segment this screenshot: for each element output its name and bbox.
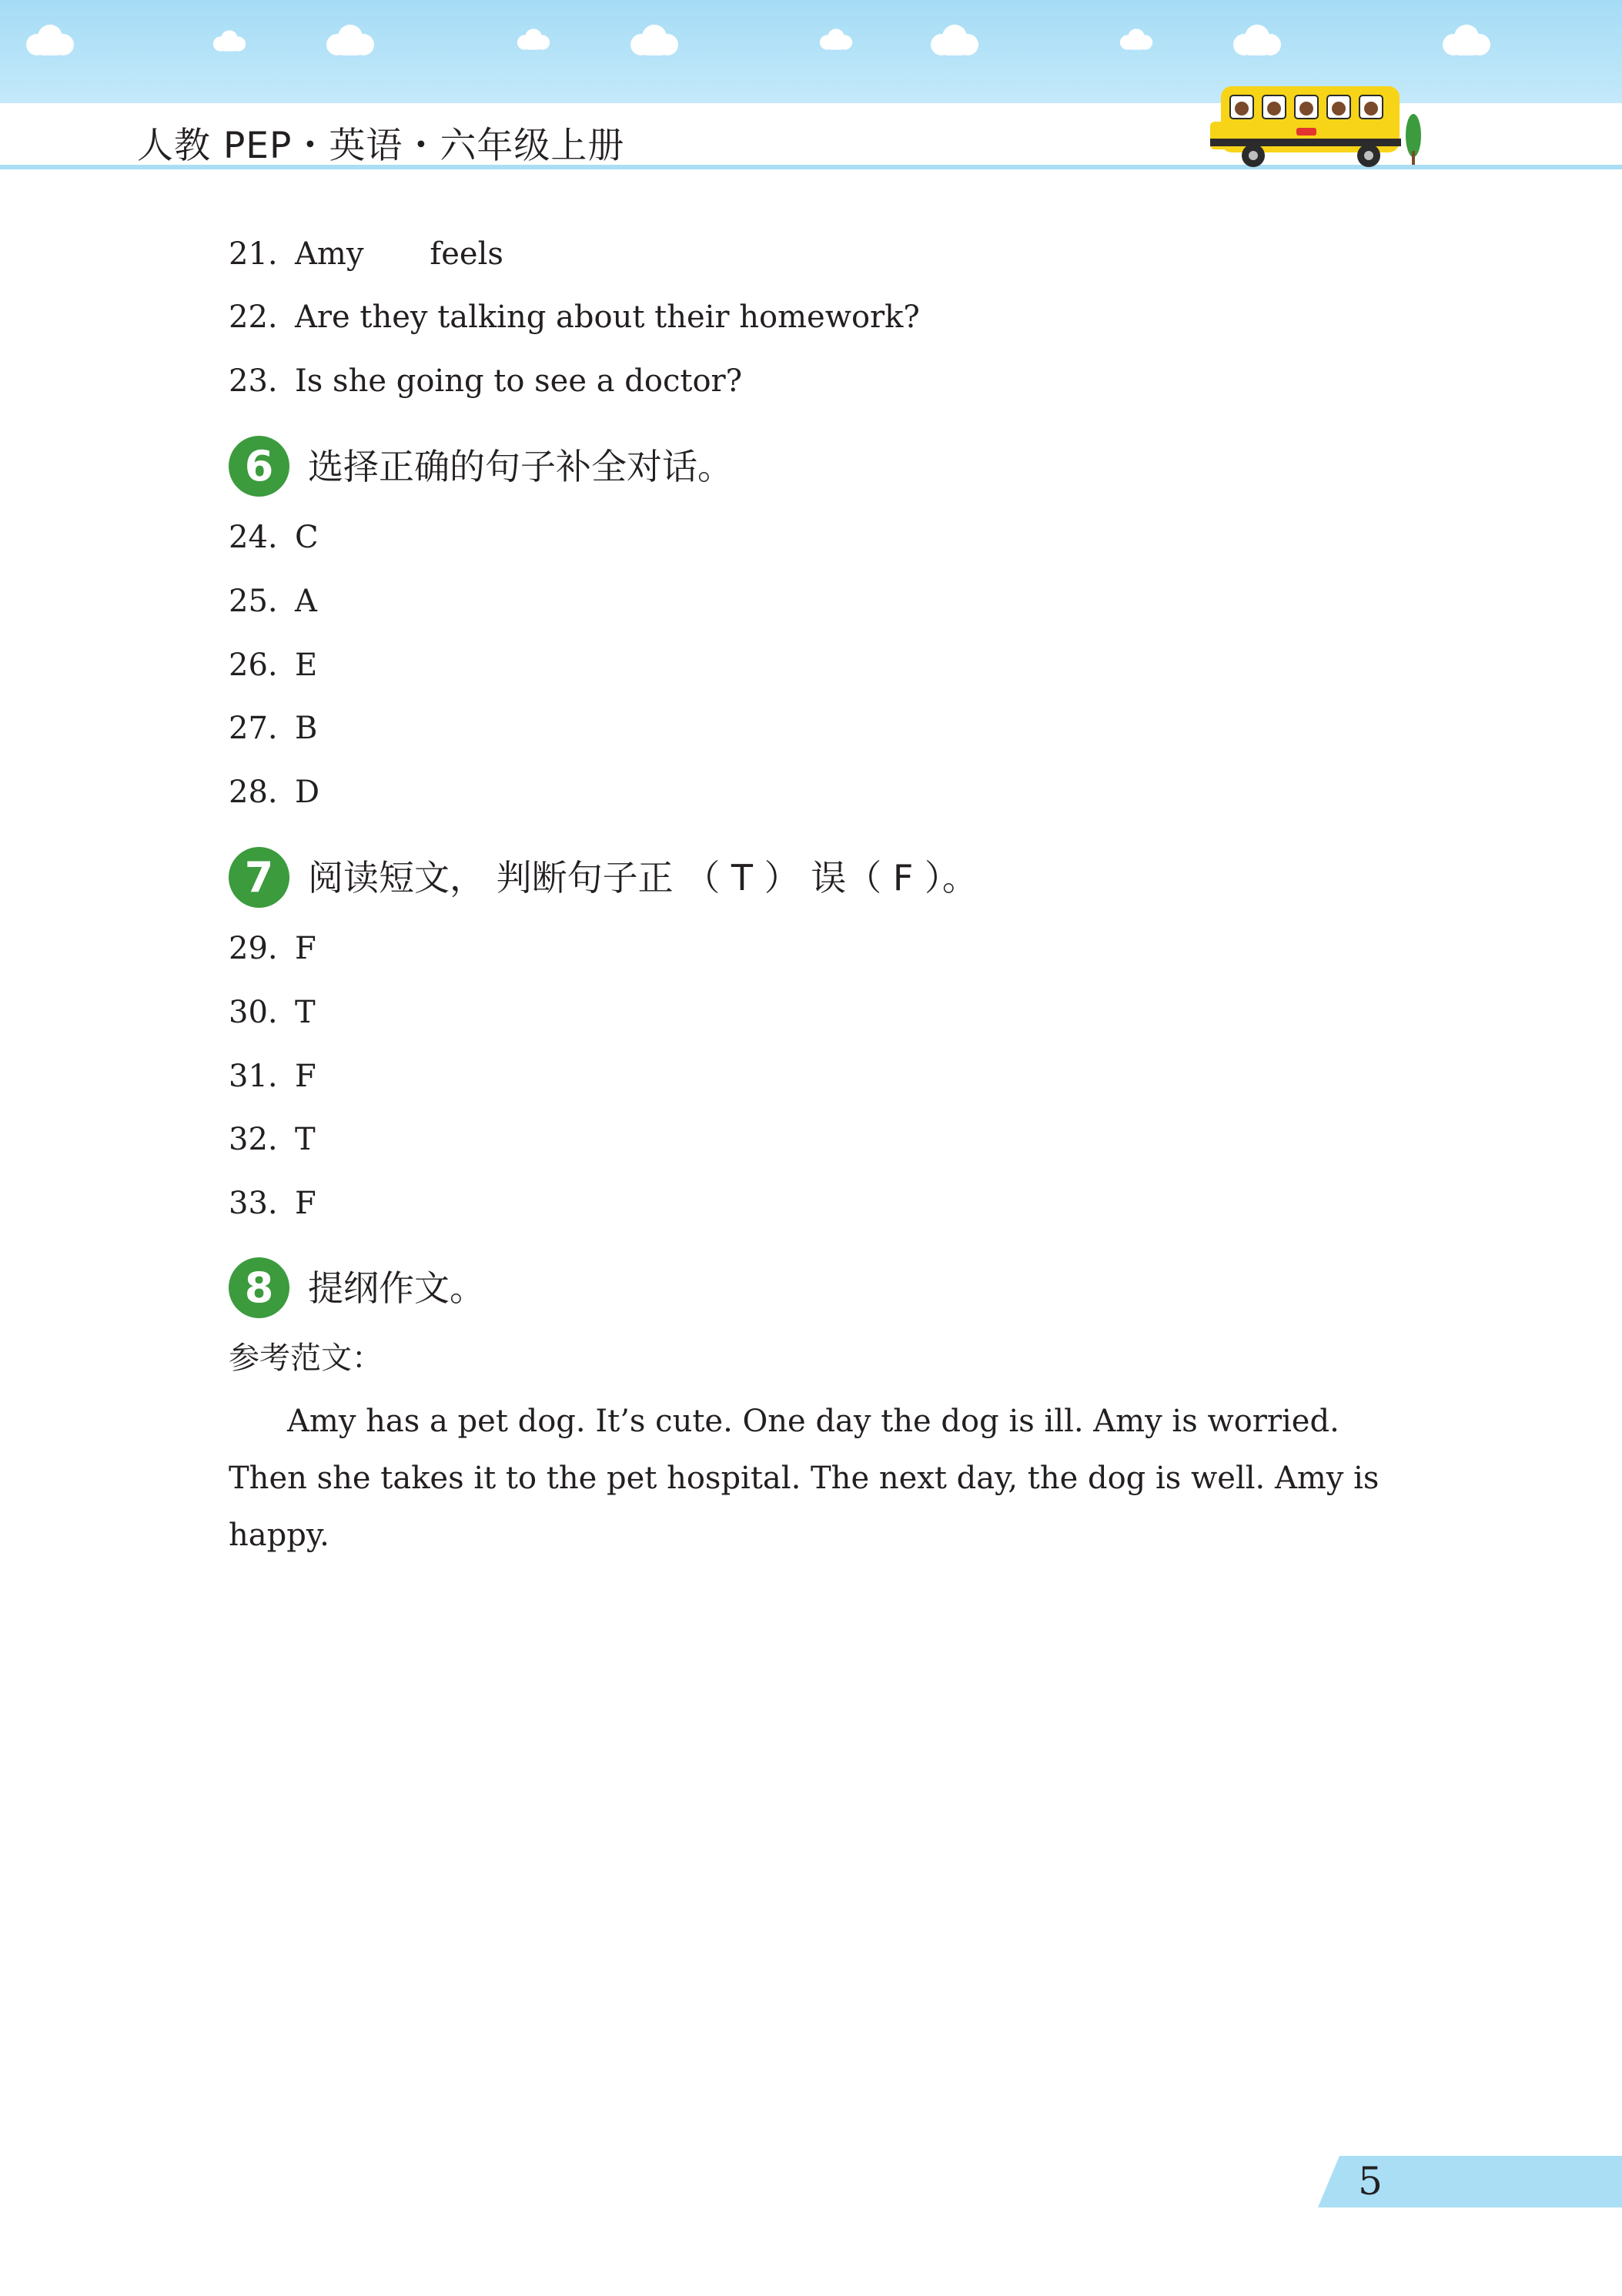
item-number: 29. [229,931,278,966]
cloud-icon [1440,23,1493,57]
answer-text: F [295,931,316,966]
answer-row [229,1056,316,1096]
section-badge: 6 [229,436,289,497]
answer-row [229,929,316,969]
cloud-icon [208,29,251,52]
answer-text: F [295,1059,316,1094]
sample-essay [229,1393,1399,1564]
answer-row [229,581,317,621]
item-number: 30. [229,995,278,1030]
item-number: 24. [229,520,278,555]
item-number: 25. [229,584,278,619]
item-number: 21. [229,236,278,272]
cloud-icon [323,23,377,57]
sample-essay-label: 参考范文： [229,1340,383,1376]
section-title: 选择正确的句子补全对话。 [308,446,733,487]
cloud-icon [512,28,555,51]
book-title: 人教 PEP・英语・六年级上册 [137,125,625,167]
answer-row [229,1183,316,1223]
answer-text: Amy [295,236,364,272]
item-number: 33. [229,1186,278,1221]
answer-text: feels [430,236,503,272]
item-number: 28. [229,775,278,810]
answer-text: D [295,775,320,810]
school-bus-icon [1207,80,1430,172]
cloud-icon [23,23,77,57]
answer-text: Is she going to see a doctor? [295,363,743,399]
answer-row [229,517,319,557]
answer-text: F [295,1186,316,1221]
cloud-icon [1230,23,1284,57]
sample-essay-text: Amy has a pet dog. It’s cute. One day the dog is ill. Amy is worried. Then she takes it to the pet hospital. The next day, the dog is well. Amy is happy. [229,1404,1380,1553]
answer-row [229,708,317,748]
answer-row [229,992,316,1033]
answer-row-22 [229,297,920,337]
cloud-icon [928,23,982,57]
section-badge: 8 [229,1257,289,1318]
answer-text: C [295,520,319,555]
cloud-icon [814,28,858,51]
item-number: 31. [229,1059,278,1094]
answer-text: B [295,711,318,746]
answer-text: T [295,995,316,1030]
item-number: 23. [229,363,278,399]
answer-row-23 [229,361,742,401]
answer-row [229,645,317,685]
answer-text: E [295,648,318,683]
item-number: 26. [229,648,278,683]
answer-row [229,1120,316,1160]
cloud-icon [627,23,681,57]
answer-text: Are they talking about their homework? [295,300,920,335]
item-number: 32. [229,1122,278,1157]
item-number: 27. [229,711,278,746]
item-number: 22. [229,300,278,335]
answer-text: A [295,584,317,619]
section-badge: 7 [229,847,289,908]
page-number: 5 [1358,2159,1383,2204]
answer-row-21 [229,234,503,274]
answer-row [229,772,319,812]
answer-text: T [295,1122,316,1157]
section-title: 阅读短文， 判断句子正 （ T ） 误（ F ）。 [308,857,978,899]
section-title: 提纲作文。 [308,1267,485,1309]
cloud-icon [1115,28,1158,51]
